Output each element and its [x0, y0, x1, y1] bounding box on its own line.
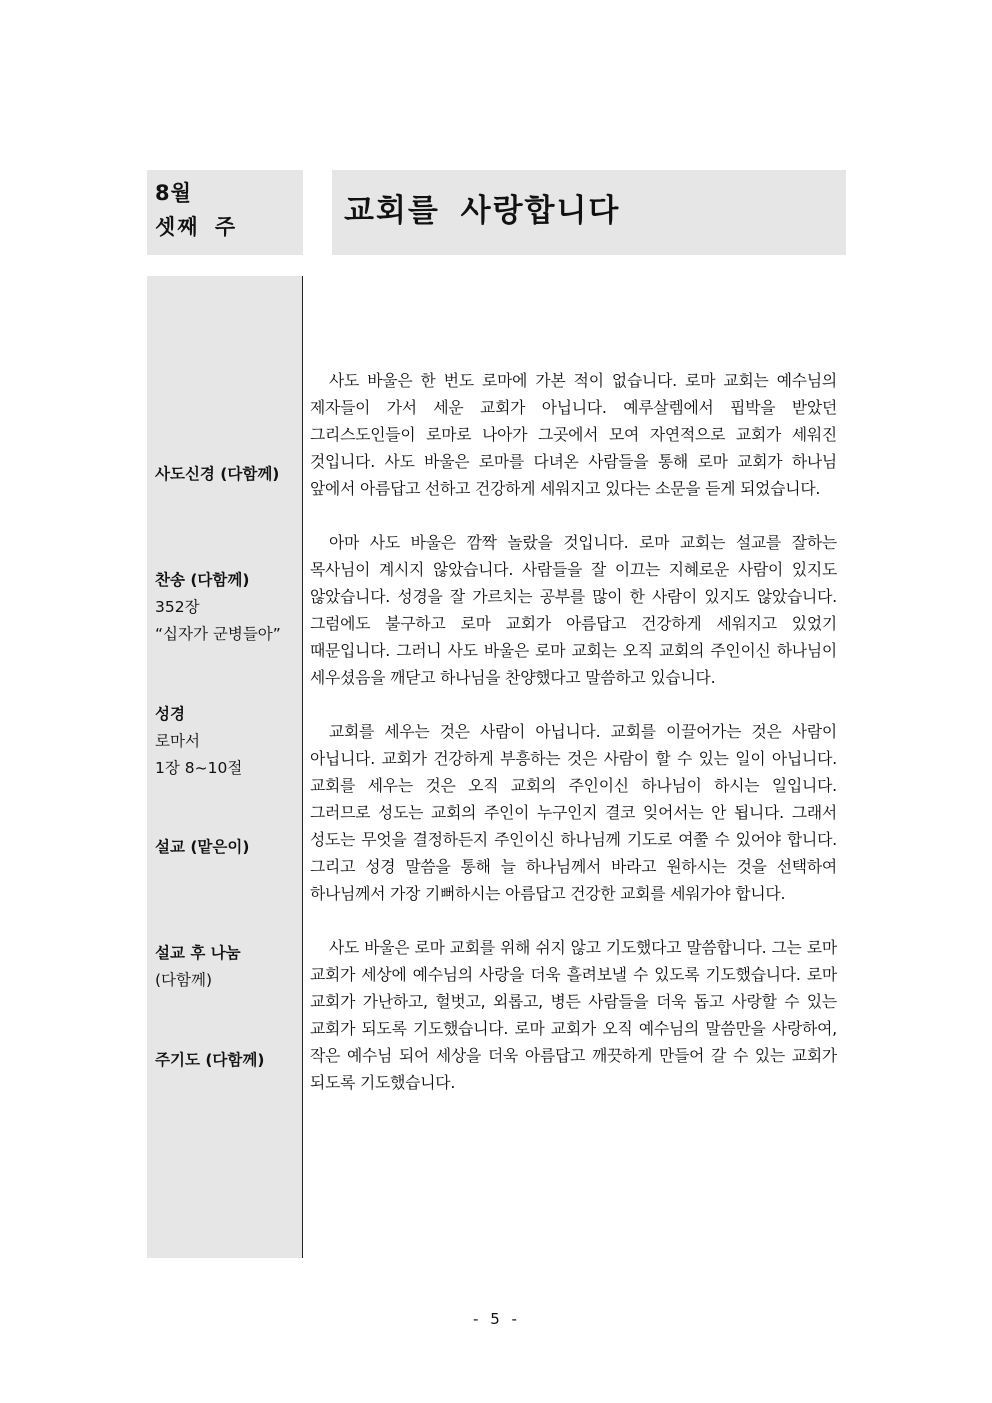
- page-number: - 5 -: [473, 1310, 519, 1328]
- hymn-item: [155, 567, 281, 648]
- body-paragraph: 사도 바울은 로마 교회를 위해 쉬지 않고 기도했다고 말씀합니다. 그는 로마 교회가 세상에 예수님의 사랑을 더욱 흘려보낼 수 있도록 기도했습니다. 로마 교회가 가난하고, 헐벗고, 외롭고, 병든 사람들을 더욱 돕고 사랑할 수 있는 교회가 되도록 기도했습니다. 로마 교회가 오직 예수님의 말씀만을 사랑하여, 작은 예수님 되어 세상을 더욱 아름답고 깨끗하게 만들어 갈 수 있는 교회가 되도록 기도했습니다.: [310, 938, 837, 1092]
- sermon-label: 설교 (맡은이): [155, 838, 250, 856]
- scripture-ref: 1장 8~10절: [155, 759, 243, 777]
- worship-order-sidebar: [147, 276, 303, 1258]
- sermon-item: [155, 834, 249, 861]
- page-title: 교회를 사랑합니다: [344, 193, 621, 229]
- creed-item: [155, 461, 279, 488]
- sharing-note: (다함께): [155, 971, 213, 989]
- prayer-item: [155, 1047, 264, 1074]
- prayer-label: 주기도 (다함께): [155, 1051, 265, 1069]
- sharing-label: 설교 후 나눔: [155, 944, 241, 962]
- title-header: [332, 170, 846, 255]
- scripture-label: 성경: [155, 705, 185, 723]
- body-paragraph: 교회를 세우는 것은 사람이 아닙니다. 교회를 이끌어가는 것은 사람이 아닙니다. 교회가 건강하게 부흥하는 것은 사람이 할 수 있는 일이 아닙니다. 교회를 세우는 것은 오직 교회의 주인이신 하나님이 하시는 일입니다. 그러므로 성도는 교회의 주인이 누구인지 결코 잊어서는 안 됩니다. 그래서 성도는 무엇을 결정하든지 주인이신 하나님께 기도로 여쭐 수 있어야 합니다. 그리고 성경 말씀을 통해 늘 하나님께서 바라고 원하시는 것을 선택하여 하나님께서 가장 기뻐하시는 아름답고 건강한 교회를 세워가야 합니다.: [310, 722, 837, 903]
- scripture-book: 로마서: [155, 732, 200, 750]
- sermon-body: [310, 367, 837, 1123]
- week-label: 셋째 주: [155, 215, 238, 239]
- hymn-number: 352장: [155, 598, 200, 616]
- week-header: [147, 170, 303, 255]
- body-paragraph: 사도 바울은 한 번도 로마에 가본 적이 없습니다. 로마 교회는 예수님의 제자들이 가서 세운 교회가 아닙니다. 예루살렘에서 핍박을 받았던 그리스도인들이 로마로 나아가 그곳에서 모여 자연적으로 교회가 세워진 것입니다. 사도 바울은 로마를 다녀온 사람들을 통해 로마 교회가 하나님 앞에서 아름답고 선하고 건강하게 세워지고 있다는 소문을 듣게 되었습니다.: [310, 371, 837, 498]
- sharing-item: [155, 940, 241, 994]
- hymn-title: “십자가 군병들아”: [155, 625, 281, 643]
- scripture-item: [155, 701, 242, 782]
- hymn-label: 찬송 (다함께): [155, 571, 250, 589]
- month-label: 8월: [155, 181, 192, 205]
- creed-label: 사도신경 (다함께): [155, 465, 280, 483]
- body-paragraph: 아마 사도 바울은 깜짝 놀랐을 것입니다. 로마 교회는 설교를 잘하는 목사님이 계시지 않았습니다. 사람들을 잘 이끄는 지혜로운 사람이 있지도 않았습니다. 성경을 잘 가르치는 공부를 많이 한 사람이 있지도 않았습니다. 그럼에도 불구하고 로마 교회가 아름답고 건강하게 세워지고 있었기 때문입니다. 그러니 사도 바울은 로마 교회는 오직 교회의 주인이신 하나님이 세우셨음을 깨닫고 하나님을 찬양했다고 말씀하고 있습니다.: [310, 533, 837, 687]
